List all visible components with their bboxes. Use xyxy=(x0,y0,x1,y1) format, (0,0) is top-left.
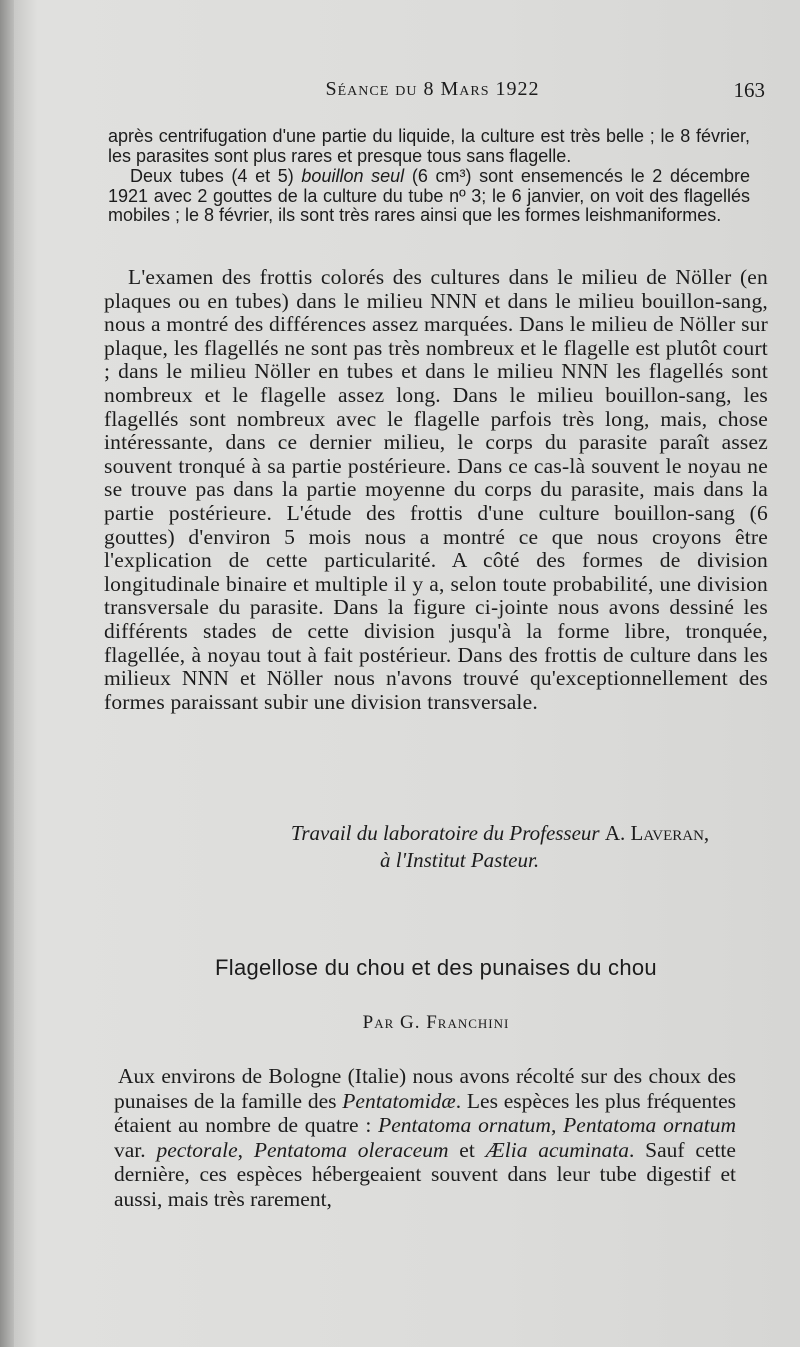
body-text: et xyxy=(448,1137,486,1162)
credit-line-1 xyxy=(230,820,770,847)
article-body-paragraph xyxy=(114,1064,736,1212)
body-italic: Ælia acuminata xyxy=(485,1137,629,1162)
bouillon-seul-italic: bouillon seul xyxy=(301,166,405,186)
main-paragraph: L'examen des frottis colorés des cultures dans le milieu de Nöller (en plaques ou en tubes) dans le milieu NNN et dans le milieu bouillon-sang, nous a montré des différences assez marquées. Dans le milieu de Nöller sur plaque, les flagellés ne sont pas très nombreux et le flagelle est plutôt court ; dans le milieu Nöller en tubes et dans le milieu NNN les flagellés sont nombreux et le flagelle assez long. Dans le milieu bouillon-sang, les flagellés sont nombreux avec le flagelle parfois très long, mais, chose intéressante, dans ce dernier milieu, le corps du parasite paraît assez souvent tronqué à sa partie postérieure. Dans ce cas-là souvent le noyau ne se trouve pas dans la partie moyenne du corps du parasite, mais dans la partie postérieure. L'étude des frottis d'une culture bouillon-sang (6 gouttes) d'environ 5 mois nous a montré ce que nous croyons être l'explication de cette particularité. A côté des formes de division longitudinale binaire et multiple il y a, selon toute probabilité, une division transversale du parasite. Dans la figure ci-jointe nous avons dessiné les différents stades de cette division jusqu'à la forme libre, tronquée, flagellée, à noyau tout à fait postérieur. Dans des frottis de culture dans les milieux NNN et Nöller nous n'avons trouvé qu'exceptionnellement des formes paraissant subir une division transversale. xyxy=(104,265,768,714)
body-text: Aux environs de Bologne (Italie) nous avons récolté sur des choux des punaises de la famille des xyxy=(114,1064,736,1113)
body-text: . Les espèces les plus fréquentes étaient au nombre de quatre : xyxy=(114,1088,736,1138)
body-italic: Pentatoma ornatum xyxy=(563,1113,736,1138)
body-text: . Sauf cette dernière, ces espèces hébergeaient souvent dans leur tube digestif et aussi, mais très rarement, xyxy=(114,1137,736,1211)
page-number: 163 xyxy=(733,78,765,102)
credit-line-2: à l'Institut Pasteur. xyxy=(380,848,540,872)
small-paragraph-2-text-b: (6 cm³) sont ensemencés le 2 décembre 1921 avec 2 gouttes de la culture du tube nº 3; le 6 janvier, on voit des flagellés mobiles ; le 8 février, ils sont très rares ainsi que les formes leishmaniformes. xyxy=(108,166,750,225)
body-italic: Pentatomidæ xyxy=(342,1088,456,1113)
running-head xyxy=(100,78,765,108)
small-paragraph-2-text-a: Deux tubes (4 et 5) xyxy=(130,166,302,186)
body-italic: Pentatoma oleraceum xyxy=(253,1137,449,1162)
small-paragraph-2 xyxy=(108,167,750,226)
article-byline: Par G. Franchini xyxy=(362,1012,510,1033)
credit-line-1-italic: Travail du laboratoire du Professeur xyxy=(290,821,600,845)
body-text: , xyxy=(237,1137,254,1162)
body-italic: pectorale xyxy=(156,1137,238,1162)
page-binding-shadow xyxy=(0,0,14,1347)
credit-author: A. Laveran, xyxy=(604,821,710,845)
running-head-title: Séance du 8 Mars 1922 xyxy=(325,78,540,100)
article-title: Flagellose du chou et des punaises du chou xyxy=(215,955,657,980)
small-paragraph-1: après centrifugation d'une partie du liquide, la culture est très belle ; le 8 février, les parasites sont plus rares et presque tous sans flagelle. xyxy=(108,126,750,166)
body-text: , xyxy=(550,1113,564,1138)
body-italic: Pentatoma ornatum xyxy=(378,1113,551,1138)
lab-credit xyxy=(230,820,770,874)
body-text: var. xyxy=(114,1137,157,1162)
